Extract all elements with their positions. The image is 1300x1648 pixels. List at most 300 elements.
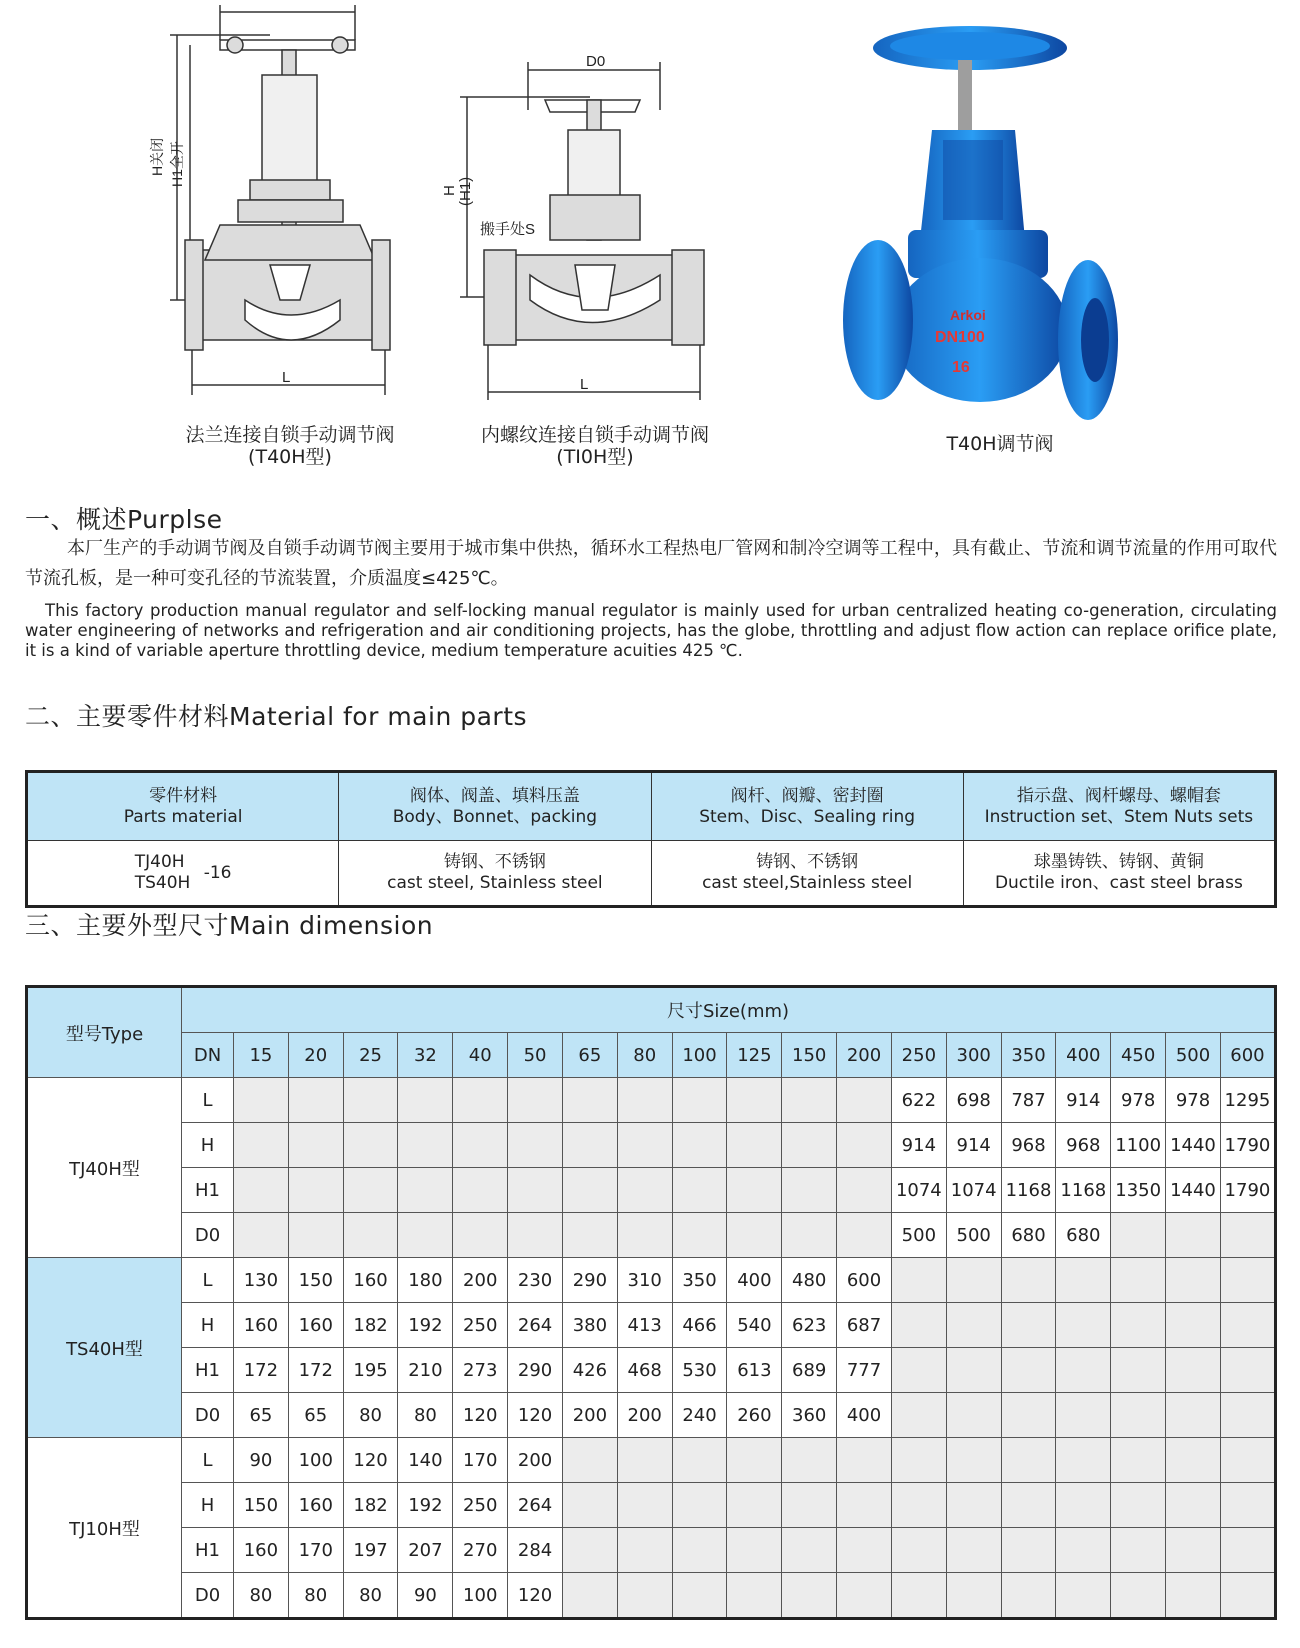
table-cell	[617, 1483, 672, 1528]
table-cell	[617, 1213, 672, 1258]
table-cell: 284	[508, 1528, 563, 1573]
table-cell	[1001, 1303, 1056, 1348]
table-cell	[727, 1168, 782, 1213]
table-cell	[891, 1483, 946, 1528]
table-cell: 1790	[1220, 1123, 1275, 1168]
table-cell: 150	[288, 1258, 343, 1303]
table-cell	[891, 1528, 946, 1573]
param-label-cell: H	[182, 1483, 234, 1528]
table-cell: 264	[508, 1483, 563, 1528]
dn-header-cell: 50	[508, 1033, 563, 1078]
dimension-header-row	[27, 987, 1276, 1033]
table-cell: 150	[234, 1483, 289, 1528]
table-cell: 160	[343, 1258, 398, 1303]
table-cell	[453, 1078, 508, 1123]
table-cell: 426	[562, 1348, 617, 1393]
model-group-cell: TJ40H型	[27, 1078, 182, 1258]
table-cell	[782, 1483, 837, 1528]
model-ts40h: TS40H	[134, 873, 191, 893]
table-row	[27, 1393, 1276, 1438]
table-cell	[782, 1573, 837, 1619]
table-cell: 172	[234, 1348, 289, 1393]
figure1-caption	[160, 424, 420, 468]
table-cell: 160	[288, 1303, 343, 1348]
table-cell: 200	[453, 1258, 508, 1303]
table-row	[27, 1528, 1276, 1573]
table-cell	[1220, 1303, 1275, 1348]
table-cell: 160	[288, 1483, 343, 1528]
table-cell	[562, 1438, 617, 1483]
table-cell: 413	[617, 1303, 672, 1348]
table-cell	[1001, 1393, 1056, 1438]
table-cell	[508, 1213, 563, 1258]
table-row	[27, 1303, 1276, 1348]
dimension-table	[25, 985, 1277, 1620]
table-cell	[672, 1078, 727, 1123]
table-cell	[1220, 1573, 1275, 1619]
materials-cell	[339, 841, 651, 907]
table-cell	[343, 1168, 398, 1213]
table-cell	[837, 1123, 892, 1168]
table-cell	[891, 1303, 946, 1348]
dn-header-cell: 125	[727, 1033, 782, 1078]
dn-label-cell: DN	[182, 1033, 234, 1078]
model-suffix: -16	[203, 862, 232, 883]
section3-heading: 三、主要外型尺寸Main dimension	[25, 911, 434, 940]
figure2-caption-line1: 内螺纹连接自锁手动调节阀	[480, 424, 709, 446]
table-cell	[672, 1483, 727, 1528]
table-cell: 80	[234, 1573, 289, 1619]
header-en: Stem、Disc、Sealing ring	[699, 806, 916, 827]
materials-header-cell	[339, 772, 651, 841]
table-cell	[343, 1213, 398, 1258]
table-cell	[891, 1393, 946, 1438]
table-cell	[508, 1168, 563, 1213]
table-cell: 200	[508, 1438, 563, 1483]
table-cell	[672, 1123, 727, 1168]
table-cell: 182	[343, 1483, 398, 1528]
table-cell	[1220, 1393, 1275, 1438]
table-cell: 80	[288, 1573, 343, 1619]
table-cell	[1111, 1483, 1166, 1528]
table-cell: 400	[727, 1258, 782, 1303]
table-cell	[1166, 1348, 1221, 1393]
table-cell	[288, 1168, 343, 1213]
table-cell	[946, 1258, 1001, 1303]
table-row	[27, 1168, 1276, 1213]
table-cell: 400	[837, 1393, 892, 1438]
table-cell	[1056, 1483, 1111, 1528]
table-cell	[672, 1573, 727, 1619]
table-cell: 90	[398, 1573, 453, 1619]
figure2-caption	[460, 424, 730, 468]
table-cell: 130	[234, 1258, 289, 1303]
table-cell	[946, 1348, 1001, 1393]
dn-header-cell: 100	[672, 1033, 727, 1078]
table-cell	[1056, 1303, 1111, 1348]
materials-cell	[651, 841, 963, 907]
table-cell	[1166, 1528, 1221, 1573]
dn-header-cell: 300	[946, 1033, 1001, 1078]
table-cell: 160	[234, 1303, 289, 1348]
table-cell	[562, 1528, 617, 1573]
valve-photo	[840, 0, 1140, 420]
section1-en-text: This factory production manual regulator and self-locking manual regulator is mainly used for urban centralized heating co-generation, circulating water engineering of networks and refrigeration and air conditioning projects, has the globe, throttling and adjust flow action can replace orifice plate, it is a kind of variable aperture throttling device, medium temperature acuities 425 ℃.	[25, 601, 1277, 660]
materials-cell	[963, 841, 1275, 907]
section1-heading: 一、概述Purplse	[25, 505, 223, 534]
table-cell: 260	[727, 1393, 782, 1438]
table-cell	[617, 1573, 672, 1619]
figure3-caption: T40H调节阀	[946, 433, 1054, 455]
table-cell: 200	[562, 1393, 617, 1438]
table-cell: 207	[398, 1528, 453, 1573]
table-cell	[562, 1078, 617, 1123]
table-cell	[672, 1438, 727, 1483]
materials-model-cell	[27, 841, 339, 907]
header-en: Body、Bonnet、packing	[392, 806, 598, 827]
dn-header-cell: 80	[617, 1033, 672, 1078]
marking-pn: 16	[952, 359, 970, 376]
table-cell	[562, 1213, 617, 1258]
table-cell: 468	[617, 1348, 672, 1393]
table-cell	[1056, 1258, 1111, 1303]
param-label-cell: D0	[182, 1393, 234, 1438]
materials-row	[27, 841, 1276, 907]
table-cell: 600	[837, 1258, 892, 1303]
table-cell	[398, 1123, 453, 1168]
table-cell	[508, 1123, 563, 1168]
table-cell	[398, 1168, 453, 1213]
table-cell	[837, 1168, 892, 1213]
dn-header-cell: 25	[343, 1033, 398, 1078]
header-cn: 零件材料	[149, 785, 218, 806]
table-cell	[782, 1078, 837, 1123]
table-cell: 90	[234, 1438, 289, 1483]
cell-en: cast steel, Stainless steel	[387, 873, 603, 893]
table-cell: 250	[453, 1483, 508, 1528]
table-cell	[837, 1483, 892, 1528]
table-cell	[1220, 1528, 1275, 1573]
param-label-cell: H1	[182, 1528, 234, 1573]
model-group-cell: TJ10H型	[27, 1438, 182, 1619]
table-cell: 140	[398, 1438, 453, 1483]
flanged-valve-drawing	[150, 0, 410, 420]
table-cell: 978	[1111, 1078, 1166, 1123]
cell-cn: 铸钢、不锈钢	[443, 852, 546, 872]
table-cell	[672, 1528, 727, 1573]
dn-header-cell: 400	[1056, 1033, 1111, 1078]
label-d0: D0	[586, 53, 606, 70]
table-cell: 914	[891, 1123, 946, 1168]
table-row	[27, 1348, 1276, 1393]
table-cell	[837, 1438, 892, 1483]
header-en: Parts material	[123, 806, 243, 827]
table-cell: 622	[891, 1078, 946, 1123]
dn-header-cell: 65	[562, 1033, 617, 1078]
table-cell	[727, 1123, 782, 1168]
label-length: L	[580, 376, 589, 393]
size-header-cell: 尺寸Size(mm)	[182, 987, 1276, 1033]
table-cell	[891, 1258, 946, 1303]
table-cell	[1166, 1258, 1221, 1303]
table-cell: 120	[453, 1393, 508, 1438]
table-row	[27, 1213, 1276, 1258]
table-cell	[398, 1213, 453, 1258]
header-cn: 阀体、阀盖、填料压盖	[409, 785, 580, 806]
table-cell: 978	[1166, 1078, 1221, 1123]
table-cell: 80	[343, 1573, 398, 1619]
table-cell	[617, 1078, 672, 1123]
table-cell: 100	[453, 1573, 508, 1619]
table-cell: 273	[453, 1348, 508, 1393]
table-cell	[727, 1078, 782, 1123]
table-cell: 500	[891, 1213, 946, 1258]
table-cell: 1295	[1220, 1078, 1275, 1123]
param-label-cell: H1	[182, 1348, 234, 1393]
table-cell: 240	[672, 1393, 727, 1438]
table-cell	[1220, 1438, 1275, 1483]
table-cell	[562, 1168, 617, 1213]
table-cell	[562, 1483, 617, 1528]
table-cell: 698	[946, 1078, 1001, 1123]
table-cell	[727, 1213, 782, 1258]
table-cell: 250	[453, 1303, 508, 1348]
cell-en: cast steel,Stainless steel	[702, 873, 913, 893]
table-cell: 689	[782, 1348, 837, 1393]
table-row	[27, 1483, 1276, 1528]
table-cell: 290	[508, 1348, 563, 1393]
table-cell	[288, 1213, 343, 1258]
table-cell: 197	[343, 1528, 398, 1573]
table-cell	[1056, 1438, 1111, 1483]
dn-header-cell: 450	[1111, 1033, 1166, 1078]
label-length: L	[282, 369, 291, 386]
table-cell: 1790	[1220, 1168, 1275, 1213]
table-cell	[946, 1303, 1001, 1348]
table-cell	[727, 1438, 782, 1483]
label-wrench: 搬手处S	[480, 221, 536, 238]
table-cell	[1111, 1348, 1166, 1393]
header-en: Instruction set、Stem Nuts sets	[984, 806, 1254, 827]
table-cell	[946, 1573, 1001, 1619]
table-cell	[288, 1123, 343, 1168]
label-h-closed: H关闭	[149, 137, 165, 176]
materials-header-cell	[963, 772, 1275, 841]
table-cell	[672, 1213, 727, 1258]
table-cell: 310	[617, 1258, 672, 1303]
label-h1: (H1)	[457, 176, 474, 206]
table-cell	[1111, 1528, 1166, 1573]
table-cell	[946, 1438, 1001, 1483]
param-label-cell: D0	[182, 1213, 234, 1258]
table-cell: 680	[1056, 1213, 1111, 1258]
table-cell: 170	[453, 1438, 508, 1483]
dn-header-cell: 150	[782, 1033, 837, 1078]
dn-header-cell: 350	[1001, 1033, 1056, 1078]
table-cell	[562, 1573, 617, 1619]
table-cell: 777	[837, 1348, 892, 1393]
table-cell: 230	[508, 1258, 563, 1303]
figure2-caption-line2: (TI0H型)	[556, 446, 634, 468]
table-cell	[782, 1213, 837, 1258]
table-cell	[837, 1213, 892, 1258]
table-cell: 180	[398, 1258, 453, 1303]
table-cell	[1056, 1393, 1111, 1438]
table-row	[27, 1123, 1276, 1168]
table-row	[27, 1258, 1276, 1303]
table-cell	[782, 1168, 837, 1213]
table-cell	[891, 1438, 946, 1483]
figure1-caption-line1: 法兰连接自锁手动调节阀	[185, 424, 395, 446]
table-cell: 200	[617, 1393, 672, 1438]
dn-header-cell: 40	[453, 1033, 508, 1078]
param-label-cell: L	[182, 1258, 234, 1303]
table-cell: 480	[782, 1258, 837, 1303]
dn-header-cell: 500	[1166, 1033, 1221, 1078]
table-cell: 680	[1001, 1213, 1056, 1258]
table-cell: 192	[398, 1303, 453, 1348]
table-cell: 466	[672, 1303, 727, 1348]
table-cell: 80	[343, 1393, 398, 1438]
table-cell: 210	[398, 1348, 453, 1393]
table-cell	[343, 1123, 398, 1168]
table-cell	[1001, 1483, 1056, 1528]
marking-dn: DN100	[935, 329, 985, 346]
type-header-cell: 型号Type	[27, 987, 182, 1078]
table-cell: 787	[1001, 1078, 1056, 1123]
table-cell	[1001, 1438, 1056, 1483]
materials-table	[25, 770, 1277, 908]
table-cell	[1056, 1528, 1111, 1573]
table-cell	[946, 1483, 1001, 1528]
section1-cn-text: 本厂生产的手动调节阀及自锁手动调节阀主要用于城市集中供热，循环水工程热电厂管网和制冷空调等工程中，具有截止、节流和调节流量的作用可取代节流孔板，是一种可变孔径的节流装置，介质温度≤425℃。	[25, 538, 1277, 589]
table-cell: 530	[672, 1348, 727, 1393]
table-cell	[837, 1078, 892, 1123]
table-cell	[1056, 1573, 1111, 1619]
table-cell	[1111, 1573, 1166, 1619]
table-cell: 182	[343, 1303, 398, 1348]
table-row	[27, 1573, 1276, 1619]
table-cell: 968	[1056, 1123, 1111, 1168]
param-label-cell: L	[182, 1078, 234, 1123]
label-h: H	[441, 185, 458, 196]
materials-header-cell	[27, 772, 339, 841]
table-cell	[234, 1213, 289, 1258]
table-cell: 687	[837, 1303, 892, 1348]
table-cell: 100	[288, 1438, 343, 1483]
table-cell	[617, 1438, 672, 1483]
table-cell: 1350	[1111, 1168, 1166, 1213]
table-cell: 914	[1056, 1078, 1111, 1123]
table-cell	[1001, 1258, 1056, 1303]
dn-header-cell: 32	[398, 1033, 453, 1078]
table-cell	[1166, 1213, 1221, 1258]
table-cell: 914	[946, 1123, 1001, 1168]
table-cell	[1166, 1303, 1221, 1348]
table-cell	[891, 1573, 946, 1619]
table-cell	[288, 1078, 343, 1123]
table-cell	[398, 1078, 453, 1123]
table-cell	[453, 1123, 508, 1168]
table-cell	[1166, 1393, 1221, 1438]
table-cell: 192	[398, 1483, 453, 1528]
marking-brand: Arkoi	[950, 307, 986, 323]
table-cell: 623	[782, 1303, 837, 1348]
table-row	[27, 1438, 1276, 1483]
table-cell	[1001, 1348, 1056, 1393]
figure1-caption-line2: (T40H型)	[248, 446, 332, 468]
table-cell	[1056, 1348, 1111, 1393]
model-tj40h: TJ40H	[134, 852, 185, 872]
table-cell: 264	[508, 1303, 563, 1348]
table-cell: 1074	[891, 1168, 946, 1213]
table-cell: 360	[782, 1393, 837, 1438]
header-cn: 阀杆、阀瓣、密封圈	[730, 785, 884, 806]
table-cell	[727, 1573, 782, 1619]
header-cn: 指示盘、阀杆螺母、螺帽套	[1016, 785, 1221, 806]
threaded-valve-svg	[441, 0, 720, 420]
param-label-cell: H	[182, 1123, 234, 1168]
table-cell	[617, 1168, 672, 1213]
table-cell	[234, 1168, 289, 1213]
dn-header-cell: 200	[837, 1033, 892, 1078]
table-cell: 1440	[1166, 1168, 1221, 1213]
table-cell	[453, 1213, 508, 1258]
param-label-cell: D0	[182, 1573, 234, 1619]
table-cell: 290	[562, 1258, 617, 1303]
table-cell: 80	[398, 1393, 453, 1438]
table-cell: 120	[508, 1393, 563, 1438]
dn-header-cell: 15	[234, 1033, 289, 1078]
table-cell	[782, 1123, 837, 1168]
table-cell: 195	[343, 1348, 398, 1393]
table-cell	[234, 1123, 289, 1168]
materials-header-row	[27, 772, 1276, 841]
table-cell	[946, 1528, 1001, 1573]
table-cell: 172	[288, 1348, 343, 1393]
cell-cn: 铸钢、不锈钢	[756, 852, 859, 872]
valve-photo-svg	[840, 0, 1140, 420]
table-cell	[1166, 1483, 1221, 1528]
table-cell	[1111, 1213, 1166, 1258]
table-cell	[1220, 1348, 1275, 1393]
table-cell: 1440	[1166, 1123, 1221, 1168]
table-cell	[1166, 1573, 1221, 1619]
dn-header-cell: 600	[1220, 1033, 1275, 1078]
table-cell	[672, 1168, 727, 1213]
table-cell	[837, 1528, 892, 1573]
table-cell	[782, 1528, 837, 1573]
table-cell: 380	[562, 1303, 617, 1348]
table-cell	[837, 1573, 892, 1619]
table-cell	[1111, 1438, 1166, 1483]
table-cell	[782, 1438, 837, 1483]
table-cell	[1220, 1213, 1275, 1258]
table-cell: 540	[727, 1303, 782, 1348]
table-cell	[617, 1528, 672, 1573]
table-row	[27, 1078, 1276, 1123]
flanged-valve-svg	[150, 0, 410, 420]
param-label-cell: L	[182, 1438, 234, 1483]
table-cell: 120	[343, 1438, 398, 1483]
table-cell	[562, 1123, 617, 1168]
cell-cn: 球墨铸铁、铸钢、黄铜	[1033, 852, 1204, 872]
threaded-valve-drawing	[441, 0, 720, 420]
table-cell	[946, 1393, 1001, 1438]
table-cell	[1001, 1528, 1056, 1573]
table-cell: 65	[234, 1393, 289, 1438]
table-cell: 160	[234, 1528, 289, 1573]
